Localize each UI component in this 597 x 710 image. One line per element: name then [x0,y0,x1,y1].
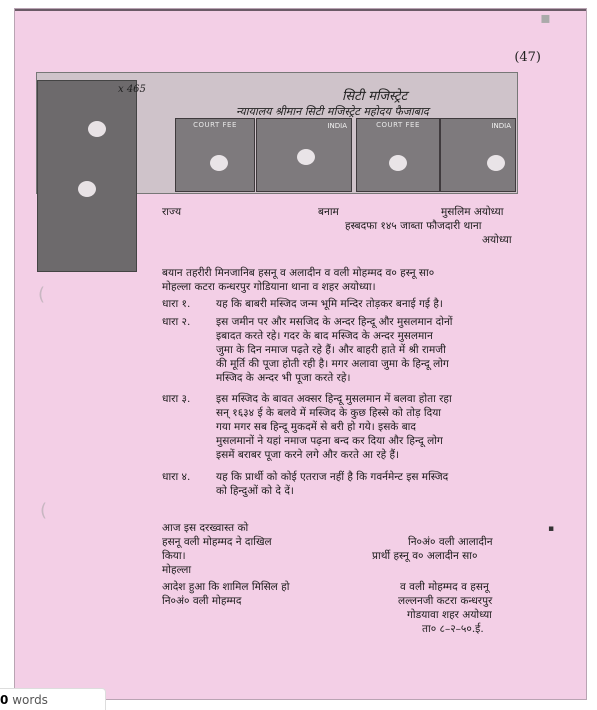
margin-mark: ( [40,500,48,521]
footer-left-line: हसनू वली मोहम्मद ने दाखिल [162,536,272,548]
clause-label: धारा ३. [162,393,191,405]
party-versus: बनाम [318,206,339,218]
petitioner-line: नि०अं० वली आलादीन [408,536,493,548]
clause-line: यह कि बाबरी मस्जिद जन्म भूमि मन्दिर तोड़कर बनाई गई है। [216,298,443,310]
word-count-value: 0 [0,693,9,707]
footer-left-line: किया। [162,550,186,562]
court-fee-stamp: INDIA [440,118,516,192]
stamp-seal-icon [297,149,315,165]
clause-label: धारा १. [162,298,191,310]
document-date: ता० ८–२–५०.ई. [422,623,484,635]
court-fee-stamp: INDIA [256,118,352,192]
stamp-seal-icon [487,155,505,171]
clause-line: सन् १६३४ ई के बलवे में मस्जिद के कुछ हिस्से को तोड़ दिया [216,407,441,419]
stamp-seal-icon [210,155,228,171]
case-section: हस्बदफा १४५ जाब्ता फौजदारी थाना [345,220,482,232]
footer-left-line: नि०अं० वली मोहम्मद [162,595,242,607]
word-count-label: words [12,693,48,707]
intro-line: मोहल्ला कटरा कन्धरपुर गोडियाना थाना व शहर अयोध्या। [162,281,376,293]
clause-line: इस जमीन पर और मसजिद के अन्दर हिन्दू और मुसलमान दोनों [216,316,453,328]
party-respondent: मुसलिम अयोध्या [441,206,504,218]
handwritten-title: सिटी मजिस्ट्रेट [342,89,408,104]
stamp-seal-icon [389,155,407,171]
party-state: राज्य [162,206,182,218]
clause-line: मस्जिद के अन्दर भी पूजा करते रहे। [216,372,351,384]
top-border [15,9,586,11]
clause-line: गया मगर सब हिन्दू मुकदमें से बरी हो गये। इसके बाद [216,421,416,433]
clause-line: इस मस्जिद के बावत अक्सर हिन्दू मुसलमान में बलवा होता रहा [216,393,452,405]
clause-line: यह कि प्रार्थी को कोई एतराज नहीं है कि गवर्नमेन्ट इस मस्जिद [216,471,449,483]
margin-mark: ( [38,284,46,305]
clause-line: जुमा के दिन नमाज पढ़ते रहे हैं। और बाहरी हाते में श्री रामजी [216,344,446,356]
scan-mark: ▪ [540,8,551,27]
clause-line: मुसलमानों ने यहां नमाज पढ़ना बन्द कर दिया और हिन्दू लोग [216,435,443,447]
clause-line: इबादत करते रहे। गदर के बाद मस्जिद के अन्दर मुसलमान [216,330,433,342]
clause-label: धारा २. [162,316,191,328]
clause-line: इसमें बराबर पूजा करने लगे और करते आ रहे हैं। [216,449,400,461]
page-number: (47) [514,50,541,65]
case-place: अयोध्या [482,234,512,246]
stamp-seal-icon [88,121,106,137]
footer-left-line: आज इस दरख्वास्त को [162,522,249,534]
word-count-indicator[interactable] [0,688,106,710]
footer-left-line: आदेश हुआ कि शामिल मिसिल हो [162,581,290,593]
margin-mark: ▪ [548,524,555,534]
address-line: व वली मोहम्मद व हसनू [400,581,489,593]
clause-line: की मूर्ति की पूजा होती रही है। मगर अलावा जुमा के हिन्दू लोग [216,358,449,370]
court-header-line: न्यायालय श्रीमान सिटी मजिस्ट्रेट महोदय फैजाबाद [236,105,429,118]
footer-left-line: मोहल्ला [162,564,192,576]
address-line: गोडयावा शहर अयोध्या [407,609,492,621]
intro-line: बयान तहरीरी मिनजानिब हसनू व अलादीन व वली मोहम्मद व० हस्नू सा० [162,267,435,279]
corner-note: x 465 [118,84,146,95]
address-line: लल्लनजी कटरा कन्धरपुर [398,595,493,607]
petitioner-line: प्रार्थी हस्नू व० अलादीन सा० [372,550,478,562]
large-court-fee-stamp [37,80,137,272]
court-fee-stamp: COURT FEE [175,118,255,192]
clause-label: धारा ४. [162,471,191,483]
clause-line: को हिन्दुओं को दे दें। [216,485,294,497]
stamp-seal-icon [78,181,96,197]
court-fee-stamp: COURT FEE [356,118,440,192]
